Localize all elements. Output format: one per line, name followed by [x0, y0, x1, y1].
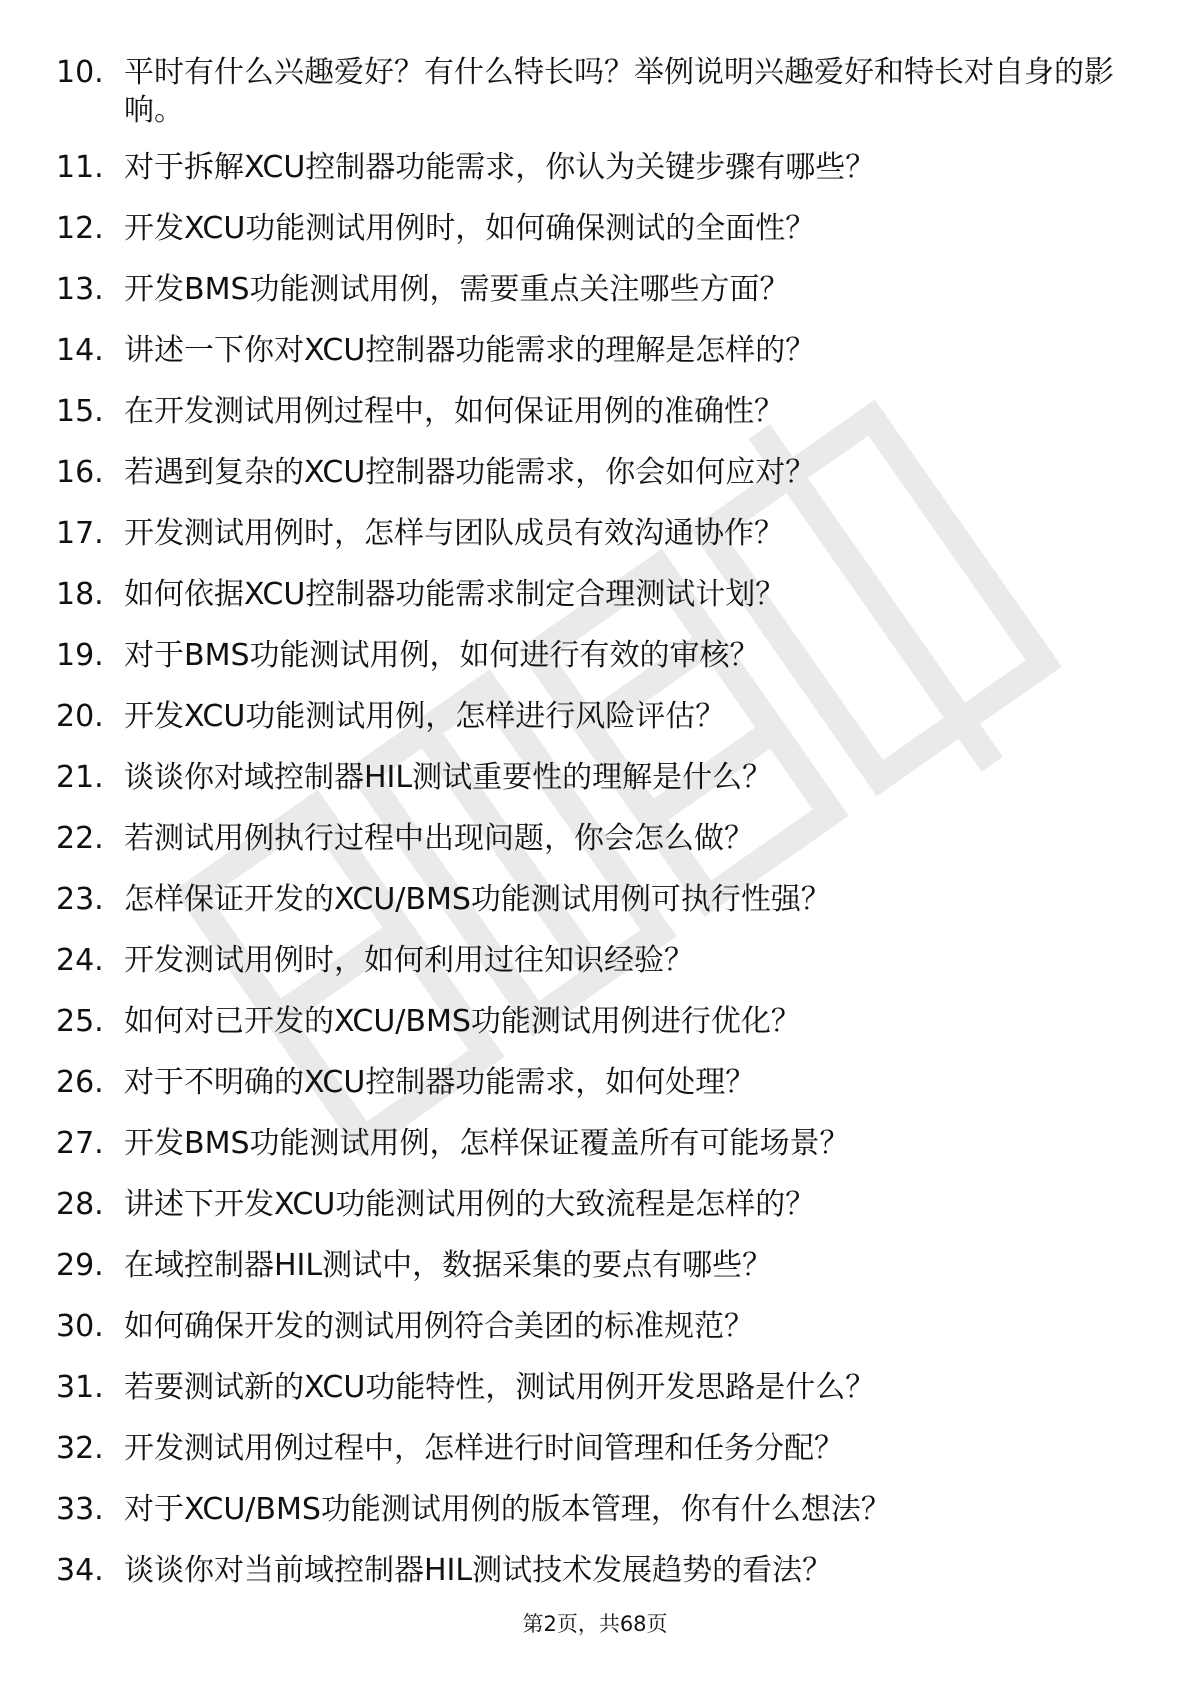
list-item [56, 1491, 1136, 1529]
list-item [56, 1247, 1136, 1285]
list-item [56, 515, 1136, 553]
item-text: 怎样保证开发的XCU/BMS功能测试用例可执行性强？ [124, 882, 831, 917]
item-number: 25. [56, 1004, 104, 1039]
item-text: 讲述下开发XCU功能测试用例的大致流程是怎样的？ [124, 1187, 816, 1222]
item-number: 32. [56, 1431, 104, 1466]
item-number: 16. [56, 455, 104, 490]
item-text: 如何对已开发的XCU/BMS功能测试用例进行优化？ [124, 1004, 801, 1039]
item-text: 在域控制器HIL测试中，数据采集的要点有哪些？ [124, 1248, 773, 1283]
item-number: 13. [56, 272, 104, 307]
item-number: 12. [56, 211, 104, 246]
item-number: 27. [56, 1126, 104, 1161]
list-item [56, 454, 1136, 492]
item-text: 开发XCU功能测试用例时，如何确保测试的全面性？ [124, 211, 816, 246]
item-number: 17. [56, 516, 104, 551]
item-text: 开发测试用例时，怎样与团队成员有效沟通协作？ [124, 516, 784, 551]
item-number: 11. [56, 150, 104, 185]
item-number: 23. [56, 882, 104, 917]
item-text: 对于XCU/BMS功能测试用例的版本管理，你有什么想法？ [124, 1492, 891, 1527]
list-item [56, 1552, 1136, 1590]
list-item [56, 759, 1136, 797]
list-item [56, 637, 1136, 675]
item-number: 33. [56, 1492, 104, 1527]
item-text: 谈谈你对当前域控制器HIL测试技术发展趋势的看法？ [124, 1553, 833, 1588]
item-number: 10. [56, 55, 104, 90]
item-number: 20. [56, 699, 104, 734]
list-item [56, 1430, 1136, 1468]
item-number: 19. [56, 638, 104, 673]
list-item [56, 54, 1136, 130]
item-text: 如何确保开发的测试用例符合美团的标准规范？ [124, 1309, 754, 1344]
item-text: 讲述一下你对XCU控制器功能需求的理解是怎样的？ [124, 333, 816, 368]
item-text: 对于BMS功能测试用例，如何进行有效的审核？ [124, 638, 760, 673]
item-text: 开发测试用例过程中，怎样进行时间管理和任务分配？ [124, 1431, 844, 1466]
list-item [56, 942, 1136, 980]
list-item [56, 1369, 1136, 1407]
item-text: 在开发测试用例过程中，如何保证用例的准确性？ [124, 394, 784, 429]
list-item [56, 576, 1136, 614]
list-item [56, 393, 1136, 431]
item-text: 平时有什么兴趣爱好？有什么特长吗？举例说明兴趣爱好和特长对自身的影响。 [124, 55, 1114, 128]
list-item [56, 820, 1136, 858]
item-number: 22. [56, 821, 104, 856]
item-number: 21. [56, 760, 104, 795]
item-text: 开发测试用例时，如何利用过往知识经验？ [124, 943, 694, 978]
list-item [56, 1064, 1136, 1102]
page-footer: 第2页，共68页 [522, 1612, 668, 1636]
item-number: 24. [56, 943, 104, 978]
list-item [56, 332, 1136, 370]
item-text: 对于不明确的XCU控制器功能需求，如何处理？ [124, 1065, 756, 1100]
list-item [56, 149, 1136, 187]
item-text: 若遇到复杂的XCU控制器功能需求，你会如何应对？ [124, 455, 816, 490]
list-item [56, 1003, 1136, 1041]
item-number: 34. [56, 1553, 104, 1588]
item-text: 开发XCU功能测试用例，怎样进行风险评估？ [124, 699, 726, 734]
list-item [56, 698, 1136, 736]
list-item [56, 1308, 1136, 1346]
item-text: 若要测试新的XCU功能特性，测试用例开发思路是什么？ [124, 1370, 876, 1405]
item-number: 29. [56, 1248, 104, 1283]
item-number: 30. [56, 1309, 104, 1344]
list-item [56, 1125, 1136, 1163]
list-item [56, 271, 1136, 309]
item-text: 若测试用例执行过程中出现问题，你会怎么做？ [124, 821, 754, 856]
item-number: 14. [56, 333, 104, 368]
item-number: 18. [56, 577, 104, 612]
item-text: 开发BMS功能测试用例，怎样保证覆盖所有可能场景？ [124, 1126, 850, 1161]
list-item [56, 881, 1136, 919]
list-item [56, 210, 1136, 248]
item-text: 如何依据XCU控制器功能需求制定合理测试计划？ [124, 577, 786, 612]
item-number: 26. [56, 1065, 104, 1100]
question-list [56, 54, 1136, 1613]
item-text: 对于拆解XCU控制器功能需求，你认为关键步骤有哪些？ [124, 150, 876, 185]
item-text: 开发BMS功能测试用例，需要重点关注哪些方面？ [124, 272, 790, 307]
item-text: 谈谈你对域控制器HIL测试重要性的理解是什么？ [124, 760, 773, 795]
item-number: 31. [56, 1370, 104, 1405]
item-number: 28. [56, 1187, 104, 1222]
list-item [56, 1186, 1136, 1224]
item-number: 15. [56, 394, 104, 429]
